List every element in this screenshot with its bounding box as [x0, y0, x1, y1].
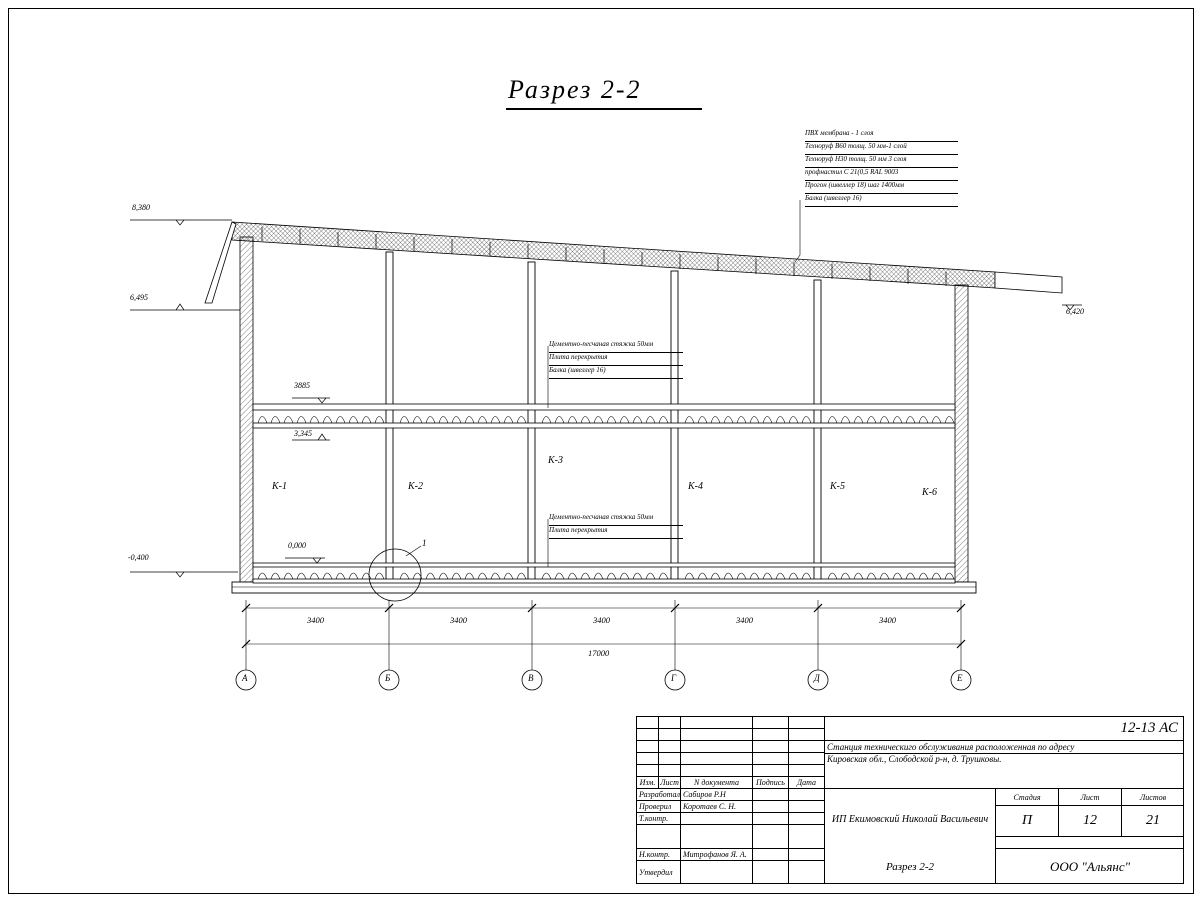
- rev-cell: [659, 765, 681, 777]
- level-label-3885: 3885: [294, 381, 310, 390]
- rev-cell: [789, 717, 825, 729]
- customer-name: ИП Екимовский Николай Васильевич: [825, 789, 996, 849]
- object-line-1: Станция техническиго обслуживания расположенная по адресу: [825, 741, 1184, 754]
- role-date: [789, 789, 825, 801]
- stage-spacer: [996, 837, 1184, 849]
- company-name: ООО "Альянс": [1049, 858, 1131, 874]
- rev-cell: [637, 717, 659, 729]
- rev-cell: [659, 753, 681, 765]
- drawing-name: Разрез 2-2: [825, 849, 996, 884]
- level-label-m0400: -0,400: [128, 553, 149, 562]
- page-title: Разрез 2-2: [508, 75, 642, 104]
- th-izm: Изм.: [637, 777, 659, 789]
- th-sheets-total: Листов: [1122, 789, 1184, 806]
- level-label-6495: 6,495: [130, 293, 148, 302]
- title-block: [636, 716, 1184, 884]
- axis-label-g: Г: [671, 673, 677, 683]
- span-dim-2: 3400: [450, 615, 467, 625]
- rev-cell: [637, 729, 659, 741]
- rev-cell: [681, 765, 753, 777]
- rev-cell: [753, 717, 789, 729]
- span-dim-4: 3400: [736, 615, 753, 625]
- axis-label-a: А: [242, 673, 248, 683]
- sheet-code: 12-13 АС: [825, 717, 1184, 741]
- role-date: [789, 813, 825, 825]
- rev-cell: [659, 717, 681, 729]
- level-label-6420: 6,420: [1066, 307, 1084, 316]
- rev-cell: [637, 753, 659, 765]
- rev-cell: [789, 741, 825, 753]
- span-dim-3: 3400: [593, 615, 610, 625]
- role-sign: [753, 849, 789, 861]
- role-date: [789, 825, 825, 849]
- rev-cell: [753, 729, 789, 741]
- th-list: Лист: [659, 777, 681, 789]
- rev-cell: [659, 729, 681, 741]
- th-ndoc: N документа: [681, 777, 753, 789]
- role-sign: [753, 813, 789, 825]
- th-stadia: Стадия: [996, 789, 1059, 806]
- role-sign: [753, 861, 789, 884]
- total-span-dim: 17000: [588, 648, 610, 658]
- role-label: Н.контр.: [637, 849, 681, 861]
- rev-cell: [681, 717, 753, 729]
- role-label: Разработал: [639, 790, 680, 799]
- rev-cell: [681, 753, 753, 765]
- rev-cell: [789, 753, 825, 765]
- column-label-k2: К-2: [408, 481, 423, 492]
- role-sign: [753, 825, 789, 849]
- level-label-3345: 3,345: [294, 429, 312, 438]
- object-line-2: Кировская обл., Слободской р-н, д. Трушковы.: [825, 754, 1184, 789]
- rev-cell: [637, 765, 659, 777]
- rev-cell: [659, 741, 681, 753]
- role-name: Митрофанов Я. А.: [681, 849, 753, 861]
- role-name: [681, 813, 753, 825]
- rev-cell: [789, 729, 825, 741]
- role-label: [637, 825, 681, 849]
- column-label-k1: К-1: [272, 481, 287, 492]
- th-data: Дата: [789, 777, 825, 789]
- axis-label-v: В: [528, 673, 534, 683]
- rev-cell: [637, 741, 659, 753]
- axis-label-b: Б: [385, 673, 391, 683]
- span-dim-1: 3400: [307, 615, 324, 625]
- level-label-8380: 8,380: [132, 203, 150, 212]
- rev-cell: [753, 765, 789, 777]
- rev-cell: [753, 753, 789, 765]
- stage-value: П: [996, 806, 1059, 837]
- rev-cell: [753, 741, 789, 753]
- role-name: [681, 861, 753, 884]
- rev-cell: [789, 765, 825, 777]
- role-date: [789, 861, 825, 884]
- role-label: Утвердил: [637, 861, 681, 884]
- column-label-k6: К-6: [922, 487, 937, 498]
- role-label: Т.контр.: [637, 813, 681, 825]
- rev-cell: [681, 729, 753, 741]
- axis-label-d: Д: [814, 673, 820, 683]
- role-sign: [753, 789, 789, 801]
- th-podpis: Подпись: [753, 777, 789, 789]
- axis-label-e: Е: [957, 673, 963, 683]
- span-dim-5: 3400: [879, 615, 896, 625]
- sheets-total: 21: [1122, 806, 1184, 837]
- level-label-0000: 0,000: [288, 541, 306, 550]
- column-label-k4: К-4: [688, 481, 703, 492]
- sheet-number: 12: [1059, 806, 1122, 837]
- rev-cell: [681, 741, 753, 753]
- role-date: [789, 801, 825, 813]
- role-name: Коротаев С. Н.: [681, 801, 753, 813]
- column-label-k3: К-3: [548, 455, 563, 466]
- column-label-k5: К-5: [830, 481, 845, 492]
- th-sheet: Лист: [1059, 789, 1122, 806]
- role-sign: [753, 801, 789, 813]
- role-label: Проверил: [637, 801, 681, 813]
- role-name: Сабиров Р.Н: [681, 789, 753, 801]
- role-name: [681, 825, 753, 849]
- node-callout-1: 1: [422, 538, 427, 548]
- role-date: [789, 849, 825, 861]
